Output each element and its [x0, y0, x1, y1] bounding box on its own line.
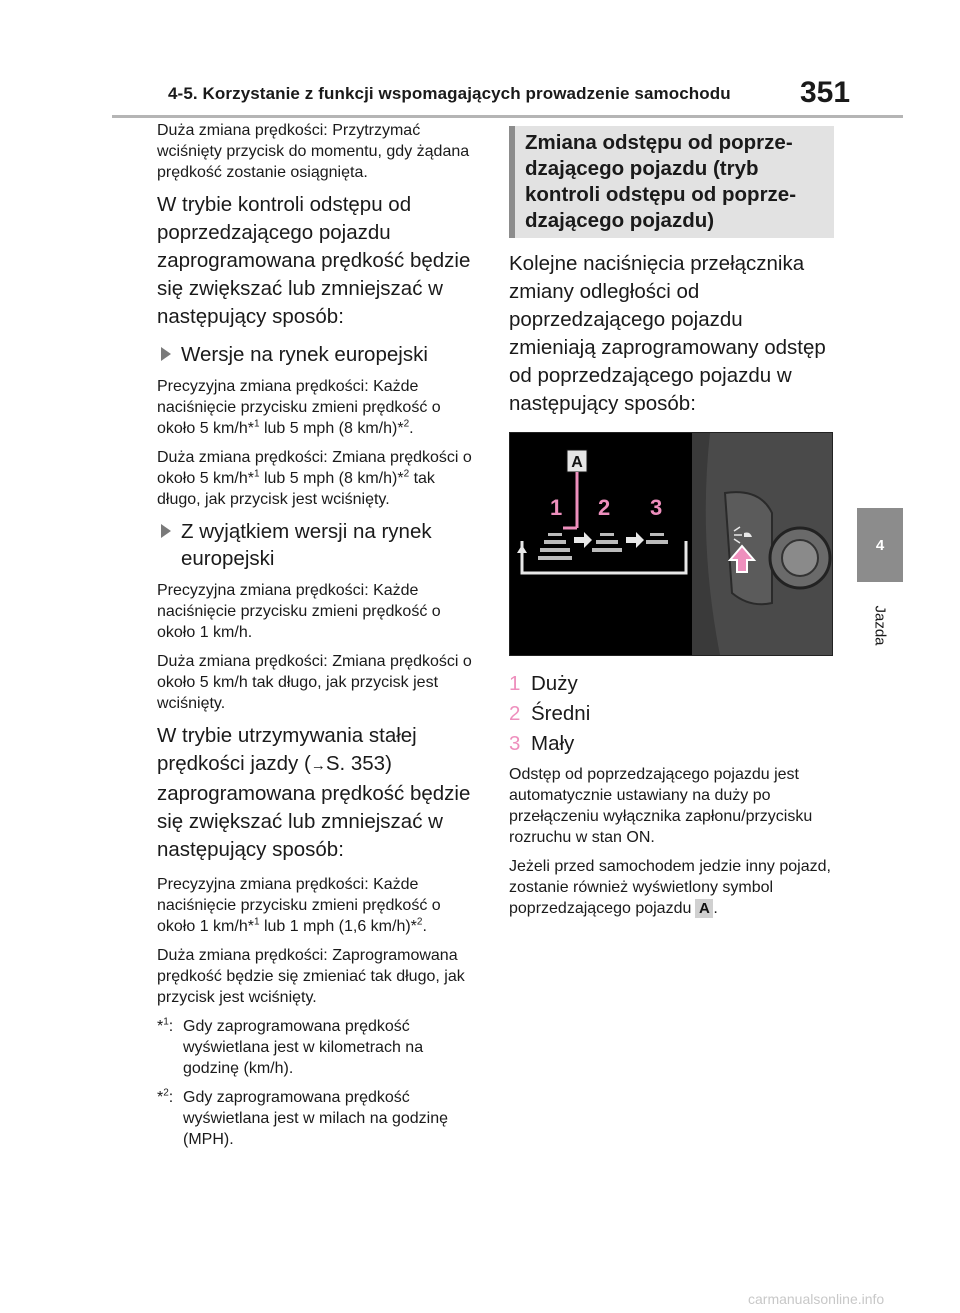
header-rule: [112, 115, 903, 118]
text-fragment: Jeżeli przed samochodem jedzie inny pojazd, zostanie również wyświetlony symbol poprzedzającego pojazdu: [509, 858, 831, 917]
text-fragment: lub 5 mph (8 km/h)*: [259, 420, 404, 437]
left-column: [157, 120, 482, 1158]
bullet-text: Wersje na rynek europejski: [181, 343, 428, 366]
footnote-ref: 1: [253, 468, 260, 480]
footnote-text: Gdy zaprogramowana prędkość wyświetlana jest w milach na godzinę (MPH).: [183, 1089, 449, 1148]
text-fragment: lub 5 mph (8 km/h)*: [259, 470, 404, 487]
paragraph: Duża zmiana prędkości: Przytrzymać wciśnięty przycisk do momentu, gdy żądana prędkość zostanie osiągnięta.: [157, 122, 470, 181]
step-number-3: 3: [650, 495, 663, 520]
footnote-ref: 1: [253, 418, 260, 430]
paragraph: [157, 447, 482, 510]
page-reference-link[interactable]: S. 353) zaprogramowana prędkość będzie się zwiększać lub zmniejszać w następujący sposób:: [157, 752, 471, 861]
legend-item: [509, 700, 834, 728]
paragraph: Odstęp od poprzedzającego pojazdu jest automatycznie ustawiany na duży po przełączeniu wyłącznika zapłonu/przycisku rozruchu w stan ON.: [509, 766, 813, 846]
footnote-mark: *$^2$:: [157, 1087, 174, 1106]
text-fragment: .: [409, 420, 414, 437]
header-title: 4-5. Korzystanie z funkcji wspomagających prowadzenie samochodu: [168, 84, 731, 103]
footnote-ref: 2: [403, 468, 410, 480]
paragraph: W trybie kontroli odstępu od poprzedzającego pojazdu zaprogramowana prędkość będzie się zwiększać lub zmniejszać w następujący sposób:: [157, 193, 471, 328]
page-ref-arrow-icon: →: [310, 757, 326, 774]
footnote-ref: 1: [253, 916, 260, 928]
triangle-bullet-icon: [161, 524, 171, 538]
paragraph: [157, 376, 482, 439]
control-knob-inner: [782, 540, 818, 576]
illustration-svg: [510, 433, 832, 655]
legend-item: [509, 730, 834, 758]
footnote: [157, 1016, 482, 1079]
text-fragment: lub 1 mph (1,6 km/h)*: [259, 918, 417, 935]
text-fragment: Precyzyjna zmiana prędkości: Każde naciśnięcie przycisku zmieni prędkość o około 1 km/h*: [157, 876, 441, 935]
section-heading-line: kontroli odstępu od poprze-: [525, 183, 797, 206]
watermark: carmanualsonline.info: [748, 1291, 885, 1307]
legend-number: 3: [509, 732, 521, 755]
section-heading-line: dzającego pojazdu (tryb: [525, 157, 759, 180]
paragraph: [509, 856, 834, 919]
legend-number: 2: [509, 702, 521, 725]
chapter-label: [857, 590, 903, 660]
section-heading: [509, 126, 834, 238]
footnote-ref: 2: [416, 916, 423, 928]
chapter-number: 4: [875, 536, 885, 554]
bullet-text: Z wyjątkiem wersji na rynek europejski: [181, 520, 432, 570]
switch-panel: [725, 492, 772, 604]
footnote-text: Gdy zaprogramowana prędkość wyświetlana jest w kilometrach na godzinę (km/h).: [183, 1018, 424, 1077]
triangle-bullet-icon: [161, 347, 171, 361]
paragraph: Duża zmiana prędkości: Zaprogramowana prędkość będzie się zmieniać tak długo, jak przycisk jest wciśnięty.: [157, 947, 465, 1006]
right-column: [509, 120, 834, 927]
legend-label: Średni: [531, 702, 591, 725]
chapter-label-text: Jazda: [871, 604, 889, 646]
paragraph: Duża zmiana prędkości: Zmiana prędkości o około 5 km/h tak długo, jak przycisk jest wciśnięty.: [157, 653, 472, 712]
legend-label: Mały: [531, 732, 575, 755]
footnote: [157, 1087, 482, 1150]
legend-label: Duży: [531, 672, 578, 695]
text-fragment: tak długo, jak przycisk jest wciśnięty.: [157, 470, 435, 508]
chapter-tab[interactable]: [857, 508, 903, 582]
page-number: 351: [800, 76, 851, 109]
paragraph: Precyzyjna zmiana prędkości: Każde naciśnięcie przycisku zmieni prędkość o około 1 km/h.: [157, 582, 441, 641]
legend-number: 1: [509, 672, 521, 695]
section-heading-line: Zmiana odstępu od poprze-: [525, 131, 793, 154]
bullet-heading: [157, 341, 482, 368]
distance-switch-illustration: [509, 432, 833, 656]
paragraph: Kolejne naciśnięcia przełącznika zmiany odległości od poprzedzającego pojazdu zmieniają zaprogramowany odstęp od poprzedzającego pojazdu w następujący sposób:: [509, 252, 826, 415]
callout-a-label: A: [571, 454, 583, 471]
text-fragment: W trybie utrzymywania stałej prędkości jazdy (: [157, 724, 417, 775]
bullet-heading: [157, 518, 482, 572]
callout-a-badge: A: [695, 899, 713, 918]
step-number-2: 2: [598, 495, 611, 520]
footnote-mark: *$^1$:: [157, 1016, 174, 1035]
paragraph: [157, 874, 482, 937]
legend-item: [509, 670, 834, 698]
step-number-1: 1: [550, 495, 563, 520]
paragraph: [157, 722, 482, 864]
text-fragment: .: [422, 918, 427, 935]
footnote-ref: 2: [403, 418, 410, 430]
text-fragment: Duża zmiana prędkości: Zmiana prędkości o około 5 km/h*: [157, 449, 472, 487]
text-fragment: .: [713, 900, 718, 917]
section-heading-line: dzającego pojazdu): [525, 209, 715, 232]
text-fragment: Precyzyjna zmiana prędkości: Każde naciśnięcie przycisku zmieni prędkość o około 5 km/h*: [157, 378, 441, 437]
